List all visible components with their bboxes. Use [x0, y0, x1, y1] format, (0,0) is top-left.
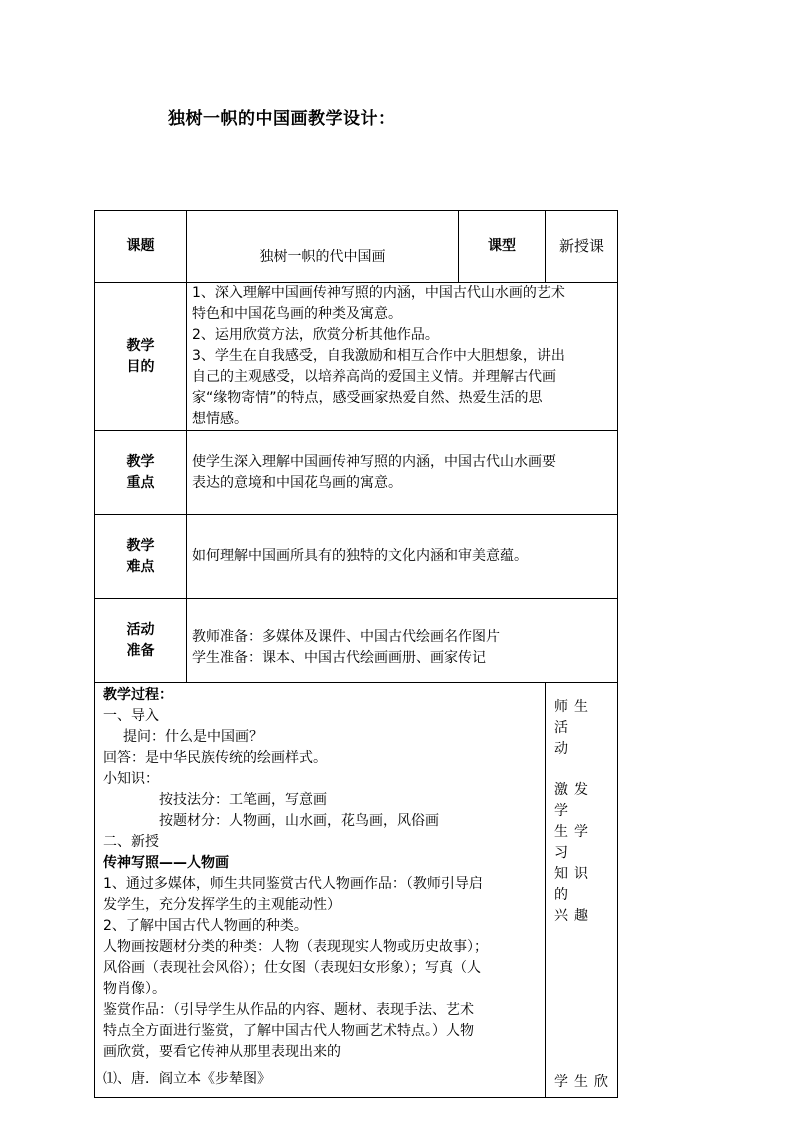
key-points-row: [95, 431, 618, 515]
side-purpose-4: 兴趣: [554, 908, 594, 924]
difficulties-label: [95, 515, 187, 599]
difficulties-label-line-2: 难点: [126, 558, 155, 575]
preparation-label: [95, 599, 187, 683]
process-line: 发学生，充分发挥学生的主观能动性）: [103, 897, 341, 913]
intro-heading: 一、导入: [103, 708, 159, 724]
side-bottom-note: 学生欣: [554, 1074, 614, 1090]
intro-answer: 回答：是中华民族传统的绘画样式。: [103, 750, 327, 766]
side-notes: [546, 683, 618, 1098]
key-points-label-line-1: 教学: [126, 453, 155, 470]
objectives-line: 想情感。: [192, 411, 248, 427]
side-activity-1: 师生活: [554, 699, 594, 736]
objectives-line: 自己的主观感受，以培养高尚的爱国主义情。并理解古代画: [192, 369, 556, 385]
difficulties-line: 如何理解中国画所具有的独特的文化内涵和审美意蕴。: [192, 548, 528, 564]
intro-question: 提问：什么是中国画？: [123, 729, 263, 745]
side-gap: [554, 760, 611, 780]
tip-technique: 按技法分：工笔画，写意画: [159, 792, 327, 808]
document-title: 独树一帜的中国画教学设计：: [168, 109, 396, 129]
new-lesson-heading: 二、新授: [103, 834, 159, 850]
objectives-label: [95, 283, 187, 431]
key-points-label: [95, 431, 187, 515]
process-row: [95, 683, 618, 1098]
side-purpose-1: 激发学: [554, 782, 594, 819]
side-activity-2: 动: [554, 741, 574, 757]
preparation-row: [95, 599, 618, 683]
objectives-label-line-2: 目的: [126, 358, 155, 375]
side-purpose-3: 知识的: [554, 866, 594, 903]
type-value: 新授课: [546, 211, 618, 283]
topic-label: 课题: [95, 211, 187, 283]
key-points-line: 使学生深入理解中国画传神写照的内涵，中国古代山水画要: [192, 453, 556, 470]
preparation-line: 教师准备：多媒体及课件、中国古代绘画名作图片: [192, 628, 500, 645]
tip-subject: 按题材分：人物画，山水画，花鸟画，风俗画: [159, 813, 439, 829]
topic-value: 独树一帜的代中国画: [187, 211, 459, 283]
objectives-content: [187, 283, 618, 431]
preparation-label-line-1: 活动: [126, 621, 155, 638]
process-line: 人物画按题材分类的种类：人物（表现现实人物或历史故事）；: [103, 939, 488, 955]
key-points-content: [187, 431, 618, 515]
objectives-line: 2、运用欣赏方法，欣赏分析其他作品。: [192, 327, 439, 343]
process-line: 1、通过多媒体，师生共同鉴赏古代人物画作品：（教师引导启: [103, 876, 483, 892]
objectives-line: 家“缘物寄情”的特点，感受画家热爱自然、热爱生活的思: [192, 390, 543, 406]
preparation-line: 学生准备：课本、中国古代绘画画册、画家传记: [192, 649, 486, 666]
tip-heading: 小知识：: [103, 771, 159, 787]
objectives-line: 3、学生在自我感受，自我激励和相互合作中大胆想象，讲出: [192, 348, 565, 364]
key-points-line: 表达的意境和中国花鸟画的寓意。: [192, 474, 402, 491]
process-line: 物肖像）。: [103, 981, 166, 997]
side-purpose-2: 生学习: [554, 824, 594, 861]
artwork-item: ⑴、唐．阎立本《步辇图》: [103, 1071, 271, 1087]
key-points-label-line-2: 重点: [126, 474, 155, 491]
objectives-line: 特色和中国花鸟画的种类及寓意。: [192, 306, 402, 322]
objectives-row: [95, 283, 618, 431]
process-line: 画欣赏，要看它传神从那里表现出来的: [103, 1044, 341, 1060]
difficulties-content: [187, 515, 618, 599]
objectives-label-line-1: 教学: [126, 337, 155, 354]
difficulties-label-line-1: 教学: [126, 537, 155, 554]
lesson-plan-table: [94, 210, 618, 1098]
process-heading: 教学过程：: [103, 687, 173, 703]
section-title: 传神写照——人物画: [103, 855, 229, 871]
type-label: 课型: [459, 211, 546, 283]
process-line: 鉴赏作品：（引导学生从作品的内容、题材、表现手法、艺术: [103, 1002, 474, 1018]
header-row: [95, 211, 618, 283]
process-line: 风俗画（表现社会风俗）；仕女图（表现妇女形象）；写真（人: [103, 960, 481, 976]
process-content: [95, 683, 546, 1098]
process-line: 2、了解中国古代人物画的种类。: [103, 918, 308, 934]
preparation-label-line-2: 准备: [126, 642, 155, 659]
preparation-content: [187, 599, 618, 683]
difficulties-row: [95, 515, 618, 599]
objectives-line: 1、深入理解中国画传神写照的内涵，中国古代山水画的艺术: [192, 285, 565, 301]
process-line: 特点全方面进行鉴赏，了解中国古代人物画艺术特点。）人物: [103, 1023, 474, 1039]
